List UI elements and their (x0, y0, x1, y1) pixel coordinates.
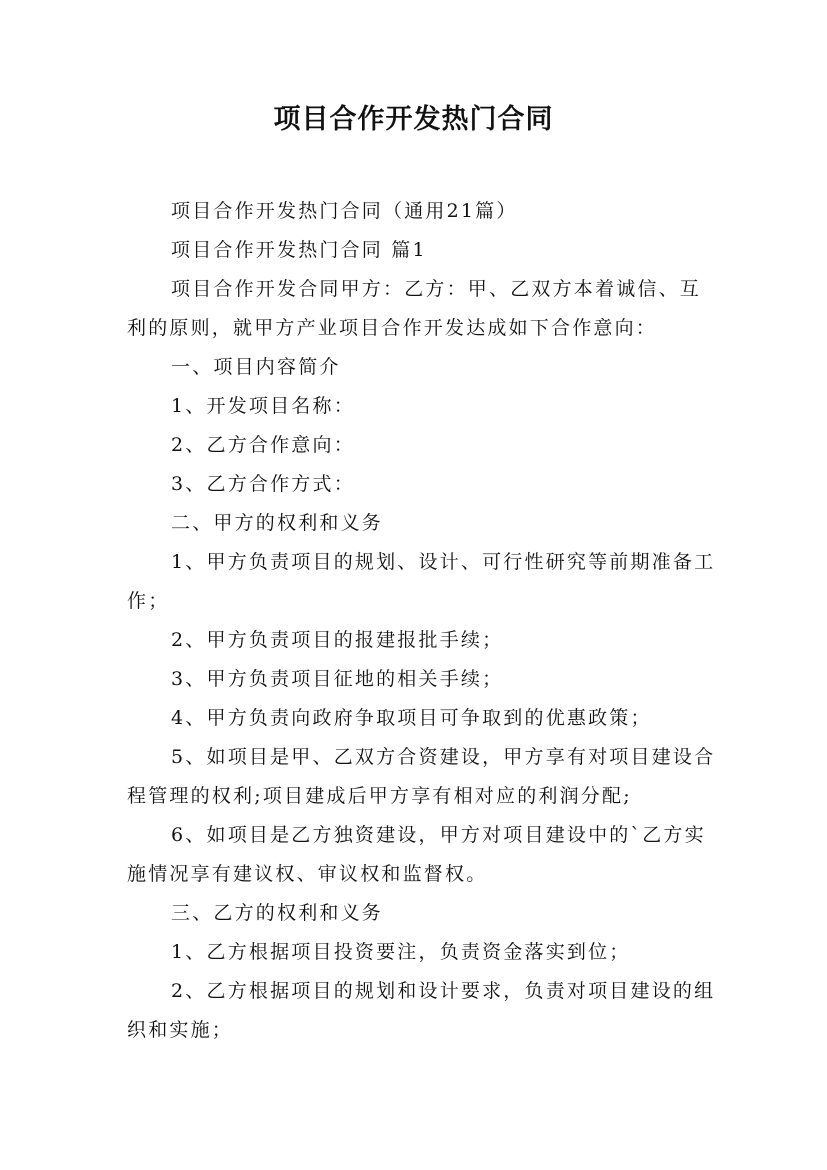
document-title: 项目合作开发热门合同 (273, 104, 554, 135)
paragraph-part-heading: 项目合作开发热门合同 篇1 (171, 239, 427, 261)
paragraph-intro: 项目合作开发合同甲方：乙方：甲、乙双方本着诚信、互利的原则，就甲方产业项目合作开发达成如下合作意向： (127, 278, 702, 339)
paragraph-subtitle: 项目合作开发热门合同（通用21篇） (171, 200, 518, 222)
paragraph-item: 4、甲方负责向政府争取项目可争取到的优惠政策； (171, 707, 652, 729)
section-heading-3: 三、乙方的权利和义务 (171, 902, 384, 924)
paragraph-item: 3、乙方合作方式： (171, 473, 355, 495)
paragraph-item: 1、乙方根据项目投资要注，负责资金落实到位； (171, 941, 631, 963)
paragraph-item: 2、乙方合作意向： (171, 434, 355, 456)
paragraph-item: 1、开发项目名称： (171, 395, 355, 417)
paragraph-item: 2、甲方负责项目的报建报批手续； (171, 629, 504, 651)
section-heading-2: 二、甲方的权利和义务 (171, 512, 384, 534)
paragraph-item: 1、甲方负责项目的规划、设计、可行性研究等前期准备工作； (127, 551, 716, 612)
document-body (127, 192, 721, 1050)
paragraph-item: 5、如项目是甲、乙双方合资建设，甲方享有对项目建设合程管理的权利;项目建成后甲方享有相对应的利润分配; (127, 746, 716, 807)
paragraph-item: 3、甲方负责项目征地的相关手续； (171, 668, 504, 690)
section-heading-1: 一、项目内容简介 (171, 356, 341, 378)
paragraph-item: 2、乙方根据项目的规划和设计要求，负责对项目建设的组织和实施； (127, 980, 716, 1041)
paragraph-item: 6、如项目是乙方独资建设，甲方对项目建设中的`乙方实施情况享有建议权、审议权和监督权。 (127, 824, 706, 885)
